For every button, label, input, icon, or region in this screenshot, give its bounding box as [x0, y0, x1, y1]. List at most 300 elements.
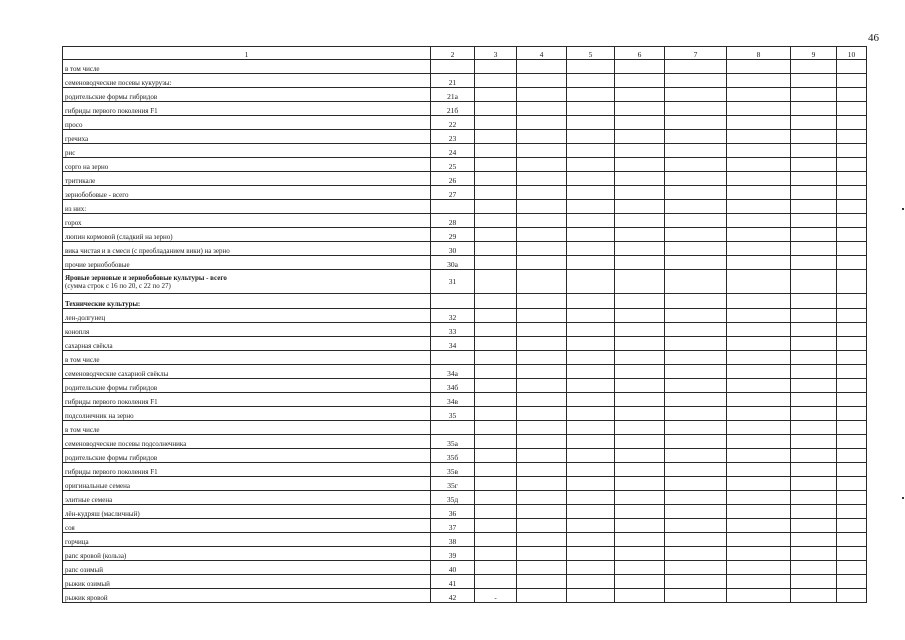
- value-cell: [665, 322, 727, 336]
- row-code: 35в: [431, 462, 475, 476]
- value-cell: [727, 448, 791, 462]
- value-cell: [517, 144, 567, 158]
- value-cell: [837, 420, 867, 434]
- value-cell: [567, 547, 615, 561]
- row-label: люпин кормовой (сладкий на зерно): [63, 228, 431, 242]
- row-code: 27: [431, 186, 475, 200]
- row-label: гибриды первого поколения F1: [63, 462, 431, 476]
- row-label: рыжик озимый: [63, 575, 431, 589]
- value-cell: [665, 350, 727, 364]
- row-label: родительские формы гибридов: [63, 378, 431, 392]
- value-cell: [615, 116, 665, 130]
- value-cell: [615, 350, 665, 364]
- row-code: 35д: [431, 490, 475, 504]
- value-cell: [665, 406, 727, 420]
- value-cell: [837, 308, 867, 322]
- value-cell: [567, 533, 615, 547]
- row-label: рис: [63, 144, 431, 158]
- value-cell: [475, 158, 517, 172]
- value-cell: [665, 490, 727, 504]
- value-cell: [791, 242, 837, 256]
- row-label: родительские формы гибридов: [63, 448, 431, 462]
- table-row: [63, 462, 867, 476]
- value-cell: [665, 158, 727, 172]
- value-cell: [517, 74, 567, 88]
- value-cell: [837, 350, 867, 364]
- value-cell: [475, 60, 517, 74]
- table-row: [63, 350, 867, 364]
- value-cell: [567, 504, 615, 518]
- value-cell: [791, 533, 837, 547]
- value-cell: [837, 476, 867, 490]
- value-cell: [665, 589, 727, 603]
- table-row: [63, 406, 867, 420]
- value-cell: [517, 448, 567, 462]
- value-cell: [517, 102, 567, 116]
- row-code: 35б: [431, 448, 475, 462]
- value-cell: [517, 490, 567, 504]
- column-header: 7: [665, 47, 727, 60]
- row-code: 34б: [431, 378, 475, 392]
- row-label: в том числе: [63, 350, 431, 364]
- value-cell: [517, 186, 567, 200]
- row-code: 30а: [431, 256, 475, 270]
- value-cell: [517, 214, 567, 228]
- value-cell: [727, 504, 791, 518]
- row-code: 23: [431, 130, 475, 144]
- value-cell: [475, 378, 517, 392]
- table-row: [63, 242, 867, 256]
- row-label: горох: [63, 214, 431, 228]
- value-cell: [727, 270, 791, 294]
- value-cell: [615, 589, 665, 603]
- value-cell: [517, 270, 567, 294]
- value-cell: [727, 462, 791, 476]
- row-label: тритикале: [63, 172, 431, 186]
- value-cell: [665, 88, 727, 102]
- row-code: 21б: [431, 102, 475, 116]
- value-cell: [475, 336, 517, 350]
- value-cell: [615, 158, 665, 172]
- row-code: 36: [431, 504, 475, 518]
- value-cell: [727, 392, 791, 406]
- table-row: [63, 294, 867, 308]
- value-cell: [475, 518, 517, 532]
- value-cell: [615, 88, 665, 102]
- page-number: 46: [868, 32, 879, 44]
- value-cell: [615, 242, 665, 256]
- value-cell: [517, 200, 567, 214]
- value-cell: [475, 490, 517, 504]
- value-cell: [567, 242, 615, 256]
- value-cell: [727, 350, 791, 364]
- value-cell: [727, 214, 791, 228]
- value-cell: [615, 294, 665, 308]
- value-cell: [517, 256, 567, 270]
- value-cell: [791, 308, 837, 322]
- row-label: сахарная свёкла: [63, 336, 431, 350]
- table-row: [63, 228, 867, 242]
- value-cell: [791, 60, 837, 74]
- value-cell: [567, 130, 615, 144]
- value-cell: [475, 462, 517, 476]
- value-cell: [475, 186, 517, 200]
- value-cell: [837, 392, 867, 406]
- value-cell: [615, 172, 665, 186]
- value-cell: [791, 130, 837, 144]
- row-label: в том числе: [63, 60, 431, 74]
- value-cell: [517, 589, 567, 603]
- row-code: 40: [431, 561, 475, 575]
- value-cell: [615, 533, 665, 547]
- value-cell: [791, 547, 837, 561]
- table-row: [63, 172, 867, 186]
- value-cell: [727, 434, 791, 448]
- value-cell: [837, 589, 867, 603]
- value-cell: [567, 256, 615, 270]
- value-cell: [837, 214, 867, 228]
- column-header: 8: [727, 47, 791, 60]
- table-row: [63, 256, 867, 270]
- value-cell: [567, 186, 615, 200]
- value-cell: [475, 575, 517, 589]
- value-cell: [837, 294, 867, 308]
- value-cell: [665, 533, 727, 547]
- value-cell: [791, 144, 837, 158]
- value-cell: [791, 270, 837, 294]
- value-cell: [727, 561, 791, 575]
- value-cell: [727, 533, 791, 547]
- value-cell: [665, 294, 727, 308]
- value-cell: [475, 270, 517, 294]
- row-code: 29: [431, 228, 475, 242]
- value-cell: [475, 420, 517, 434]
- value-cell: [517, 308, 567, 322]
- value-cell: [837, 336, 867, 350]
- table-row: [63, 392, 867, 406]
- value-cell: [517, 561, 567, 575]
- row-code: 24: [431, 144, 475, 158]
- value-cell: [727, 547, 791, 561]
- row-label: просо: [63, 116, 431, 130]
- row-label: рыжик яровой: [63, 589, 431, 603]
- value-cell: [665, 186, 727, 200]
- table-row: [63, 476, 867, 490]
- row-label: семеноводческие посевы кукурузы:: [63, 74, 431, 88]
- row-label: сорго на зерно: [63, 158, 431, 172]
- value-cell: [475, 228, 517, 242]
- value-cell: [475, 172, 517, 186]
- value-cell: [615, 392, 665, 406]
- value-cell: [665, 60, 727, 74]
- value-cell: [791, 186, 837, 200]
- value-cell: [475, 406, 517, 420]
- table-row: [63, 270, 867, 294]
- value-cell: [567, 336, 615, 350]
- form-table: [62, 46, 867, 603]
- value-cell: [567, 476, 615, 490]
- value-cell: [475, 308, 517, 322]
- value-cell: [837, 322, 867, 336]
- value-cell: [665, 200, 727, 214]
- table-row: [63, 364, 867, 378]
- value-cell: [837, 144, 867, 158]
- value-cell: [517, 575, 567, 589]
- table-body: [63, 60, 867, 603]
- value-cell: [615, 462, 665, 476]
- value-cell: [475, 74, 517, 88]
- value-cell: [475, 102, 517, 116]
- row-code: 42: [431, 589, 475, 603]
- value-cell: [475, 294, 517, 308]
- value-cell: [567, 589, 615, 603]
- value-cell: [567, 172, 615, 186]
- value-cell: [791, 378, 837, 392]
- value-cell: [567, 462, 615, 476]
- table-row: [63, 378, 867, 392]
- value-cell: [837, 406, 867, 420]
- row-code: 26: [431, 172, 475, 186]
- value-cell: [615, 336, 665, 350]
- value-cell: [517, 547, 567, 561]
- column-header: 1: [63, 47, 431, 60]
- value-cell: [791, 490, 837, 504]
- value-cell: [837, 102, 867, 116]
- value-cell: [517, 60, 567, 74]
- row-code: [431, 294, 475, 308]
- row-code: [431, 350, 475, 364]
- value-cell: [475, 116, 517, 130]
- value-cell: [837, 378, 867, 392]
- table-row: [63, 88, 867, 102]
- value-cell: [567, 294, 615, 308]
- value-cell: [615, 518, 665, 532]
- row-code: 34а: [431, 364, 475, 378]
- value-cell: [791, 504, 837, 518]
- value-cell: [791, 589, 837, 603]
- row-code: 30: [431, 242, 475, 256]
- value-cell: [567, 518, 615, 532]
- value-cell: [791, 200, 837, 214]
- value-cell: [665, 270, 727, 294]
- value-cell: [615, 214, 665, 228]
- value-cell: [615, 434, 665, 448]
- table-row: [63, 561, 867, 575]
- value-cell: [837, 504, 867, 518]
- value-cell: [837, 130, 867, 144]
- value-cell: [791, 336, 837, 350]
- column-header: 6: [615, 47, 665, 60]
- value-cell: [791, 448, 837, 462]
- row-code: 39: [431, 547, 475, 561]
- value-cell: [615, 575, 665, 589]
- value-cell: [475, 350, 517, 364]
- value-cell: [791, 462, 837, 476]
- row-code: 35а: [431, 434, 475, 448]
- table-row: [63, 158, 867, 172]
- row-code: 31: [431, 270, 475, 294]
- row-code: 34в: [431, 392, 475, 406]
- value-cell: [727, 518, 791, 532]
- table-row: [63, 60, 867, 74]
- value-cell: [615, 130, 665, 144]
- value-cell: [665, 434, 727, 448]
- value-cell: [665, 214, 727, 228]
- value-cell: [837, 490, 867, 504]
- value-cell: [791, 228, 837, 242]
- value-cell: [475, 322, 517, 336]
- value-cell: [615, 200, 665, 214]
- value-cell: [791, 392, 837, 406]
- value-cell: [615, 420, 665, 434]
- value-cell: [475, 144, 517, 158]
- value-cell: [665, 308, 727, 322]
- column-header: 10: [837, 47, 867, 60]
- value-cell: [665, 518, 727, 532]
- value-cell: [665, 256, 727, 270]
- value-cell: [727, 102, 791, 116]
- value-cell: [615, 74, 665, 88]
- value-cell: [837, 172, 867, 186]
- value-cell: [567, 74, 615, 88]
- value-cell: [517, 392, 567, 406]
- value-cell: [791, 476, 837, 490]
- value-cell: [665, 336, 727, 350]
- value-cell: [837, 256, 867, 270]
- value-cell: [517, 322, 567, 336]
- value-cell: [837, 158, 867, 172]
- value-cell: [615, 476, 665, 490]
- row-label: конопля: [63, 322, 431, 336]
- row-code: 41: [431, 575, 475, 589]
- value-cell: [665, 462, 727, 476]
- value-cell: [665, 364, 727, 378]
- value-cell: [517, 533, 567, 547]
- row-label: соя: [63, 518, 431, 532]
- table-row: [63, 434, 867, 448]
- value-cell: [727, 186, 791, 200]
- table-row: [63, 448, 867, 462]
- value-cell: [727, 420, 791, 434]
- value-cell: [475, 547, 517, 561]
- value-cell: [567, 144, 615, 158]
- table-row: [63, 308, 867, 322]
- value-cell: [475, 476, 517, 490]
- value-cell: [837, 364, 867, 378]
- value-cell: [615, 547, 665, 561]
- margin-mark: [902, 497, 904, 499]
- value-cell: [665, 144, 727, 158]
- row-code: [431, 420, 475, 434]
- value-cell: [567, 350, 615, 364]
- value-cell: [567, 214, 615, 228]
- value-cell: [791, 88, 837, 102]
- value-cell: [791, 364, 837, 378]
- row-label: рапс озимый: [63, 561, 431, 575]
- value-cell: [615, 406, 665, 420]
- value-cell: [567, 270, 615, 294]
- row-code: [431, 200, 475, 214]
- value-cell: [727, 130, 791, 144]
- value-cell: [475, 561, 517, 575]
- value-cell: [837, 561, 867, 575]
- column-header: 9: [791, 47, 837, 60]
- row-label: лён-кудряш (масличный): [63, 504, 431, 518]
- value-cell: [727, 308, 791, 322]
- value-cell: [727, 228, 791, 242]
- value-cell: [665, 242, 727, 256]
- value-cell: [665, 561, 727, 575]
- value-cell: [475, 392, 517, 406]
- value-cell: [727, 406, 791, 420]
- value-cell: [665, 476, 727, 490]
- row-code: 38: [431, 533, 475, 547]
- table-row: [63, 130, 867, 144]
- value-cell: [615, 308, 665, 322]
- value-cell: [615, 186, 665, 200]
- margin-mark: [902, 208, 904, 210]
- value-cell: [837, 242, 867, 256]
- value-cell: -: [475, 589, 517, 603]
- value-cell: [475, 214, 517, 228]
- row-label: горчица: [63, 533, 431, 547]
- value-cell: [665, 448, 727, 462]
- row-label: элитные семена: [63, 490, 431, 504]
- value-cell: [475, 434, 517, 448]
- value-cell: [665, 575, 727, 589]
- value-cell: [615, 102, 665, 116]
- value-cell: [791, 74, 837, 88]
- row-label: Яровые зерновые и зернобобовые культуры - всего (сумма строк с 16 по 20, с 22 по 27): [63, 270, 431, 294]
- value-cell: [837, 200, 867, 214]
- value-cell: [837, 186, 867, 200]
- value-cell: [837, 533, 867, 547]
- value-cell: [791, 294, 837, 308]
- value-cell: [615, 561, 665, 575]
- value-cell: [791, 561, 837, 575]
- value-cell: [517, 420, 567, 434]
- value-cell: [517, 350, 567, 364]
- value-cell: [837, 462, 867, 476]
- value-cell: [837, 88, 867, 102]
- value-cell: [837, 116, 867, 130]
- value-cell: [517, 406, 567, 420]
- value-cell: [727, 242, 791, 256]
- value-cell: [567, 448, 615, 462]
- value-cell: [615, 448, 665, 462]
- value-cell: [475, 242, 517, 256]
- table-row: [63, 116, 867, 130]
- value-cell: [727, 322, 791, 336]
- value-cell: [791, 575, 837, 589]
- value-cell: [837, 448, 867, 462]
- value-cell: [615, 490, 665, 504]
- value-cell: [727, 378, 791, 392]
- row-code: [431, 60, 475, 74]
- value-cell: [517, 476, 567, 490]
- row-label: оригинальные семена: [63, 476, 431, 490]
- value-cell: [791, 518, 837, 532]
- value-cell: [615, 504, 665, 518]
- row-code: 21а: [431, 88, 475, 102]
- value-cell: [567, 392, 615, 406]
- table-row: [63, 144, 867, 158]
- value-cell: [615, 364, 665, 378]
- value-cell: [665, 420, 727, 434]
- value-cell: [727, 336, 791, 350]
- value-cell: [517, 364, 567, 378]
- value-cell: [727, 364, 791, 378]
